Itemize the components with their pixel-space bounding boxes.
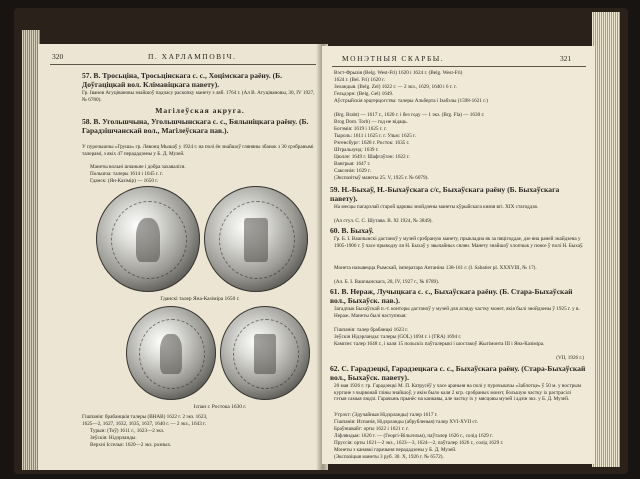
bottom-line-5: Верхні Ісселья: 1620—2 экз. розных. [90, 442, 172, 448]
top-line-10: Рэгенсбург: 1628 г. Росток: 1635 г. [334, 140, 410, 146]
entry-61-item-3: Кампэн: талер 1648 г., і каля 15 польскіх паўталерыкі і шостакоў Жыгімонта III і Яна-Казіміра. [334, 341, 545, 347]
entry-58-body: У пурочышчы «Груша» гр. Лявонц Мышаў у 1924 г. на полі ён знайшоў гляняны збанок з 30 срэбранымі талерамі, з якіх 47 перададзены у Б. Д. Музей. [82, 144, 314, 157]
top-line-8: Богэмія: 1619 і 1625 г. г. [334, 126, 387, 132]
top-line-2: 1624 г. (Bel. Fri) 1620 г. [334, 77, 385, 83]
left-header-rule [50, 64, 316, 65]
left-page-number: 320 [52, 52, 64, 61]
entry-61-item-2: Зеўскія Нідэрланды: талеры (GOL) 1694 г. і (TRA) 1694 г. [334, 334, 462, 340]
right-running-head: МОНЭТНЫЯ СКАРБЫ. [342, 54, 445, 63]
coin-photo-gdansk-obverse [96, 186, 200, 292]
entry-59-body: На месцы пагарэлай старой царквы знойдзены манеты кўрыйскага князя вгі. XIX стагоддзя. [334, 204, 539, 210]
left-page [38, 44, 328, 470]
right-header-rule [332, 66, 586, 67]
top-line-3: Зеландыя. (Belg. Zel) 1622 г. — 2 экз., 1629, 1640 і 6 г. г. [334, 84, 457, 90]
top-line-4: Гельдэрн: (Belg. Gel) 1649. [334, 91, 394, 97]
bottom-line-2: 1625—2, 1627, 1632, 1635, 1637, 1640 г. — 2 экз., 1643 г. [82, 421, 206, 427]
entry-62-item-5: Пруссія: орты 1621—2 экз., 1623—3, 1624—2, паўталер 1626 г., солід 1629 г. [334, 440, 504, 446]
entry-62-item-1: Утрэхт: (Эдучайныя Нідэрланды) талер 1617 г. [334, 412, 438, 418]
entry-60-ref: (Ал. Б. І. Вашчынскага, 28, IV, 1927 г., № 6789). [334, 279, 440, 285]
caption-gdansk-taler: Гданскі талер Яна-Казіміра 1650 г. [160, 296, 240, 302]
entry-61-item-1: Гішпанія: талер брабанцкі 1623 г. [334, 327, 409, 333]
entry-60-body: Гр. Б. І. Вашчынскі дастаноў у музей срэбраную манету, прыкладна як за пяцігоддае, дзе яна раней знайдзена у 1905-1906 г. ў часе прыводзу ля Н. Быхаў у звычайных сялян. Манету знайшоў хлопчык у поясе ў полі Н. Быхаў. [334, 236, 584, 249]
coin-photo-rostock-reverse [220, 306, 310, 400]
right-page-edges [592, 12, 620, 467]
entry-61-ref: (VII, 1926 г.) [556, 355, 584, 361]
entry-61-title: 61. В. Нераж, Лучыцкага с. с., Быхаўскага раёну. (Б. Стара-Быхаўскай вол., Быхаўск. пав.). [330, 287, 573, 305]
right-page-number: 321 [560, 54, 572, 63]
entry-62-item-6: Монеты з канавкі гарачыня перададзены у Б. Д. Музей. [334, 447, 457, 453]
entry-57-body: Гр. Іванов Агуцівановы знайшоў падчасу раскопку манету з ляб. 1764 г. (Ал В. Агуцівановы, 30, IV 1927, № 6780). [82, 90, 315, 103]
top-line-1: Вэст-Фрызія (Belg. West-Fri) 1620 і 1624 г. (Belg. West-Fri) [334, 70, 463, 76]
top-line-15: (Экспазітыў манеты 25. V, 1925 г. № 6079). [334, 175, 429, 181]
entry-62-item-3: Браўншвайг: орты 1622 і 1621 г. г. [334, 426, 409, 432]
entry-57-title: 57. В. Тросьціна, Тросьцінскага с. с., Хоцімскага раёну. (Б. Доўгаціцкай вол. Клімавіцкага павету). [82, 71, 283, 89]
entry-59-title: 59. Н.-Быхаў, Н.-Быхаўскага с/с, Быхаўскага раёну (Б. Быхаўскага павету). [330, 185, 560, 203]
coin-photo-gdansk-reverse [204, 186, 308, 292]
top-line-7: Brog Dom. Torb) — год не відаць. [334, 119, 408, 125]
coin-photo-rostock-obverse [126, 306, 216, 400]
entry-62-body: 20 мая 1926 г. гр. Гарадзецкі М. П. Катрусёў у часе араньня на полі у пурочышчы «Заблотце» ў 50 м. у вострым кургане з чырвонай гліны знайшоў, у якім было каля 2 кгр. срэбраных монэт, большую частку іх растрасілі гэтыя самыя людзі. Гарачынь прынёс на канкавы, але частку іх у мясцовы музей і адзін экз. у Б. Д. Музей. [334, 383, 582, 403]
entry-62-item-4: Ліфляндыя: 1620 г. — (Георгі-Вільгельм), паўталер 1626 г., солід 1629 г. [334, 433, 493, 439]
top-line-14: Саксонія: 1629 г. [334, 168, 371, 174]
top-line-13: Вангрыя: 1647 г. [334, 161, 371, 167]
top-line-11: Штральзунд: 1639 г. [334, 147, 379, 153]
entry-59-ref: (Ал стул. С. С. Шутава. В. XI 1924, № 3849). [334, 218, 433, 224]
right-page [322, 46, 594, 464]
bottom-line-3: Турын: (Тоў) 1611 г., 1623—2 экз. [90, 428, 165, 434]
top-line-6: (Brg. Brabt) — 1617 г., 1620 г. і без году — 1 экз. (Brg. Fla) — 1630 г. [334, 112, 485, 118]
entry-58-body2: Манеты вольні шчаньне і добра захаваліся. [90, 164, 186, 170]
entry-58-item-2: Гданск: (Ян-Казімір) — 1650 г. [90, 178, 159, 184]
bottom-line-1: Гішпанія: брабанцкія талеры (ВНАВ) 1622 г. 2 экз. 1623, [82, 414, 208, 420]
left-running-head: П. ХАРЛАМПОВІЧ. [148, 52, 237, 61]
entry-62-item-2: Гішпанія: Испанія, Нідэрланды (абрубленыя) талер XVI-XVII ст. [334, 419, 478, 425]
entry-62-title: 62. С. Гарадзецкі, Гарадзецкага с. с., Быхаўскага раёну. (Стара-Быхаўскай вол., Быхаўск. павету). [330, 364, 586, 382]
caption-rostock-taler: Іспан г. Ростока 1630 г. [193, 404, 247, 410]
section-subtitle: Магілеўская акруга. [155, 106, 245, 115]
entry-62-ref: (Экспазіцыя манеты 3 руб. 30. X, 1926 г. № 6572). [334, 454, 444, 460]
entry-58-title: 58. В. Угольшчына, Угольшчынскага с. с., Бялыніцкага раёну. (Б. Гарадзішчанскай вол., Магілеўскага пав.). [82, 117, 309, 135]
top-line-12: Цюлле: 1649 г. Шафгаўзэн: 1622 г. [334, 154, 410, 160]
entry-60-title: 60. В. Быхаў. [330, 226, 374, 235]
entry-58-item-1: Польшча: талеры 1614 і 1645 г. г. [90, 171, 163, 177]
top-line-5: Аўстрыйскія эрцгерцогства: талеры Альберта і Ізабэлы (1598-1621 г.) [334, 98, 488, 104]
entry-60-body2: Монета назывецца Рымскай, імператара Антаніна 138-161 г. (I. Sabatier pl. XXXVIII, № 17). [334, 265, 537, 271]
bottom-line-4: Зеўскія: Нідэрланды. [90, 435, 137, 441]
entry-61-body: Загадчык Быхаўскай п.-т. конторы дастаноў у музей для агляду частку монет, якія былі знойдзены ў 1925 г. у в. Нераж. Манеты былі наступныя: [334, 306, 580, 319]
top-line-9: Тыроль: 1611 і 1625 г. г. Ульм: 1625 г. [334, 133, 416, 139]
